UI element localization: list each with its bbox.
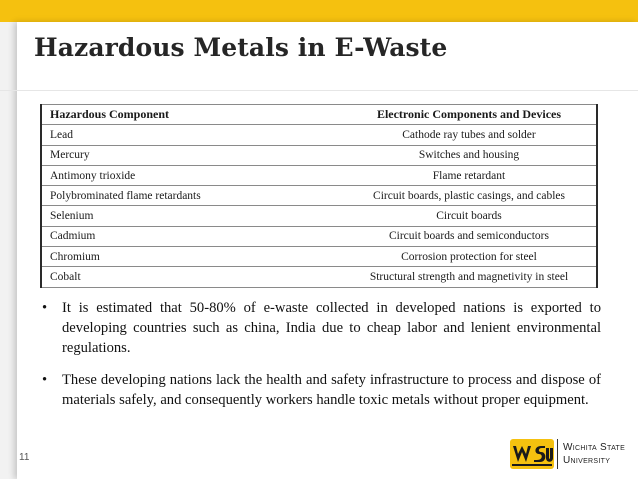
- slide-number: 11: [19, 452, 30, 463]
- table-row: [41, 125, 597, 145]
- table-header-row: [41, 105, 597, 125]
- cell-device: Switches and housing: [341, 145, 597, 165]
- logo-line-2: University: [563, 455, 611, 466]
- logo-text: [563, 441, 625, 467]
- bullet-item: [36, 298, 601, 358]
- table-left-edge: [40, 104, 42, 288]
- cell-device: Flame retardant: [341, 165, 597, 185]
- slide-title: Hazardous Metals in E-Waste: [34, 33, 448, 62]
- cell-device: Structural strength and magnetivity in steel: [341, 267, 597, 287]
- table-row: [41, 206, 597, 226]
- university-logo: [510, 434, 630, 474]
- wsu-wordmark-icon: [510, 436, 554, 472]
- table-right-edge: [596, 104, 598, 288]
- bullet-text: It is estimated that 50-80% of e-waste collected in developed nations is exported to developing countries such as china, India due to cheap labor and lenient environmental regulations.: [62, 300, 601, 356]
- hazard-table: [41, 104, 597, 288]
- cell-device: Circuit boards, plastic casings, and cables: [341, 186, 597, 206]
- cell-device: Cathode ray tubes and solder: [341, 125, 597, 145]
- table-row: [41, 145, 597, 165]
- table-row: [41, 226, 597, 246]
- logo-divider: [557, 439, 558, 469]
- cell-component: Selenium: [41, 206, 341, 226]
- cell-component: Lead: [41, 125, 341, 145]
- cell-device: Circuit boards: [341, 206, 597, 226]
- table-row: [41, 165, 597, 185]
- cell-component: Polybrominated flame retardants: [41, 186, 341, 206]
- bullet-item: [36, 370, 601, 410]
- bullet-text: These developing nations lack the health and safety infrastructure to process and dispose of materials safely, and consequently workers handle toxic metals without proper equipment.: [62, 372, 601, 408]
- cell-device: Circuit boards and semiconductors: [341, 226, 597, 246]
- bullet-icon: •: [42, 372, 48, 388]
- cell-component: Cadmium: [41, 226, 341, 246]
- bullet-icon: •: [42, 300, 48, 316]
- title-divider: [0, 90, 638, 91]
- header-hazardous-component: Hazardous Component: [41, 105, 341, 125]
- cell-device: Corrosion protection for steel: [341, 247, 597, 267]
- table-row: [41, 247, 597, 267]
- cell-component: Cobalt: [41, 267, 341, 287]
- logo-line-1: Wichita State: [563, 442, 626, 453]
- cell-component: Antimony trioxide: [41, 165, 341, 185]
- cell-component: Mercury: [41, 145, 341, 165]
- cell-component: Chromium: [41, 247, 341, 267]
- top-accent-bar: [0, 0, 638, 22]
- header-electronic-components: Electronic Components and Devices: [341, 105, 597, 125]
- table-row: [41, 186, 597, 206]
- bullet-list: [36, 298, 601, 422]
- table-row: [41, 267, 597, 287]
